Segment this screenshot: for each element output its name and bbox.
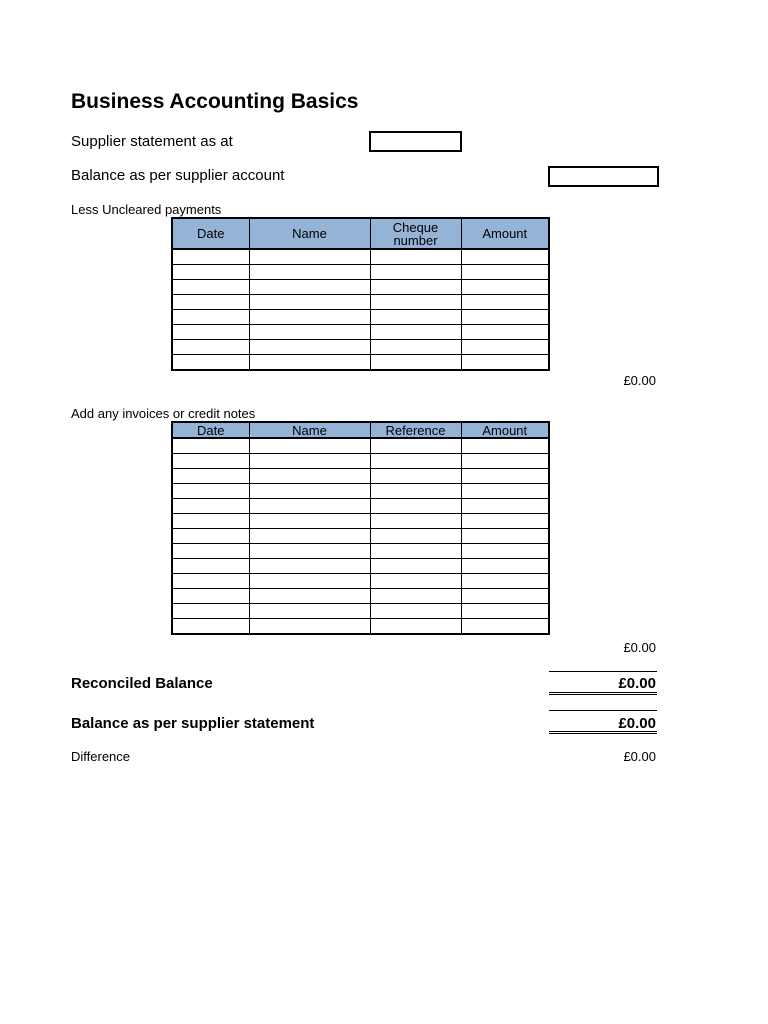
table-row [172, 265, 549, 280]
col-reference: Reference [370, 422, 461, 438]
table-cell[interactable] [172, 295, 249, 310]
table-row [172, 604, 549, 619]
table-row [172, 340, 549, 355]
statement-top-rule [549, 710, 657, 711]
table-cell[interactable] [249, 340, 370, 355]
table-cell[interactable] [172, 249, 249, 265]
table-row [172, 559, 549, 574]
table-cell[interactable] [249, 355, 370, 371]
col-name: Name [249, 218, 370, 249]
table-cell[interactable] [370, 454, 461, 469]
table-row [172, 454, 549, 469]
table-row [172, 484, 549, 499]
table-cell[interactable] [172, 544, 249, 559]
table-cell[interactable] [249, 559, 370, 574]
table-cell[interactable] [461, 529, 549, 544]
table-cell[interactable] [370, 559, 461, 574]
supplier-statement-label: Supplier statement as at [71, 133, 233, 150]
table-cell[interactable] [370, 514, 461, 529]
table-cell[interactable] [461, 340, 549, 355]
invoices-total: £0.00 [623, 640, 656, 655]
table-cell[interactable] [461, 589, 549, 604]
table-cell[interactable] [249, 604, 370, 619]
balance-account-label: Balance as per supplier account [71, 167, 285, 184]
col-amount: Amount [461, 218, 549, 249]
table-cell[interactable] [172, 454, 249, 469]
table-cell[interactable] [249, 438, 370, 454]
uncleared-payments-table [171, 217, 550, 371]
col-date: Date [172, 422, 249, 438]
table-row [172, 295, 549, 310]
table-cell[interactable] [370, 484, 461, 499]
table-cell[interactable] [461, 355, 549, 371]
table-cell[interactable] [461, 499, 549, 514]
table-row [172, 499, 549, 514]
table-cell[interactable] [370, 529, 461, 544]
difference-value: £0.00 [623, 749, 656, 764]
table-cell[interactable] [249, 295, 370, 310]
table-cell[interactable] [370, 325, 461, 340]
table-cell[interactable] [249, 529, 370, 544]
table-cell[interactable] [249, 310, 370, 325]
table-cell[interactable] [370, 295, 461, 310]
table-cell[interactable] [461, 454, 549, 469]
table-cell[interactable] [370, 280, 461, 295]
table-cell[interactable] [172, 559, 249, 574]
table-cell[interactable] [172, 619, 249, 635]
table-cell[interactable] [370, 619, 461, 635]
table-cell[interactable] [461, 249, 549, 265]
table-cell[interactable] [172, 310, 249, 325]
table-cell[interactable] [172, 574, 249, 589]
uncleared-total: £0.00 [623, 373, 656, 388]
supplier-statement-date-input[interactable] [369, 131, 462, 152]
balance-account-input[interactable] [548, 166, 659, 187]
table-row [172, 514, 549, 529]
table-cell[interactable] [249, 265, 370, 280]
table-cell[interactable] [370, 355, 461, 371]
table-cell[interactable] [172, 340, 249, 355]
table-cell[interactable] [370, 589, 461, 604]
table-cell[interactable] [172, 355, 249, 371]
table-cell[interactable] [172, 325, 249, 340]
table-cell[interactable] [461, 604, 549, 619]
table-cell[interactable] [249, 249, 370, 265]
table-row [172, 619, 549, 635]
reconciled-balance-label: Reconciled Balance [71, 675, 213, 692]
table-row [172, 249, 549, 265]
table-row [172, 355, 549, 371]
statement-balance-value: £0.00 [618, 715, 656, 732]
invoices-table [171, 421, 550, 635]
table-cell[interactable] [249, 454, 370, 469]
table-cell[interactable] [370, 469, 461, 484]
reconciled-double-rule [549, 692, 657, 695]
table-cell[interactable] [461, 574, 549, 589]
table-cell[interactable] [370, 249, 461, 265]
table-cell[interactable] [172, 265, 249, 280]
table-cell[interactable] [249, 589, 370, 604]
table-row [172, 310, 549, 325]
difference-label: Difference [71, 749, 131, 764]
table-row [172, 280, 549, 295]
table-cell[interactable] [461, 438, 549, 454]
table-cell[interactable] [172, 499, 249, 514]
table-cell[interactable] [461, 619, 549, 635]
table-cell[interactable] [172, 438, 249, 454]
table-cell[interactable] [370, 604, 461, 619]
table-cell[interactable] [172, 280, 249, 295]
table-cell[interactable] [249, 280, 370, 295]
table-cell[interactable] [249, 484, 370, 499]
table-row [172, 438, 549, 454]
statement-balance-label: Balance as per supplier statement [71, 715, 315, 732]
table-cell[interactable] [172, 604, 249, 619]
col-name: Name [249, 422, 370, 438]
table-row [172, 529, 549, 544]
table-cell[interactable] [370, 438, 461, 454]
table-cell[interactable] [249, 514, 370, 529]
table-cell[interactable] [172, 589, 249, 604]
table-cell[interactable] [370, 340, 461, 355]
statement-double-rule [549, 731, 657, 734]
table-cell[interactable] [249, 325, 370, 340]
table-cell[interactable] [461, 280, 549, 295]
table-cell[interactable] [249, 544, 370, 559]
col-date: Date [172, 218, 249, 249]
table-cell[interactable] [172, 469, 249, 484]
table-cell[interactable] [249, 574, 370, 589]
table-cell[interactable] [461, 295, 549, 310]
table-cell[interactable] [461, 310, 549, 325]
table-cell[interactable] [172, 529, 249, 544]
table-row [172, 589, 549, 604]
page-title: Business Accounting Basics [71, 90, 359, 113]
table-cell[interactable] [461, 484, 549, 499]
uncleared-payments-label: Less Uncleared payments [71, 202, 222, 217]
table-cell[interactable] [461, 544, 549, 559]
table-row [172, 574, 549, 589]
table-cell[interactable] [461, 514, 549, 529]
table-row [172, 544, 549, 559]
table-cell[interactable] [370, 265, 461, 280]
reconciled-balance-value: £0.00 [618, 675, 656, 692]
table-cell[interactable] [172, 484, 249, 499]
col-amount: Amount [461, 422, 549, 438]
table-cell[interactable] [249, 469, 370, 484]
table-row [172, 325, 549, 340]
invoices-label: Add any invoices or credit notes [71, 406, 256, 421]
table-cell[interactable] [172, 514, 249, 529]
table-row [172, 469, 549, 484]
table-cell[interactable] [370, 499, 461, 514]
table-cell[interactable] [370, 574, 461, 589]
table-cell[interactable] [461, 265, 549, 280]
table-cell[interactable] [370, 544, 461, 559]
table-cell[interactable] [249, 619, 370, 635]
table-cell[interactable] [461, 469, 549, 484]
table-cell[interactable] [249, 499, 370, 514]
table-cell[interactable] [461, 325, 549, 340]
col-cheque-number: Cheque number [370, 218, 461, 249]
table-cell[interactable] [461, 559, 549, 574]
table-cell[interactable] [370, 310, 461, 325]
reconciled-top-rule [549, 671, 657, 672]
